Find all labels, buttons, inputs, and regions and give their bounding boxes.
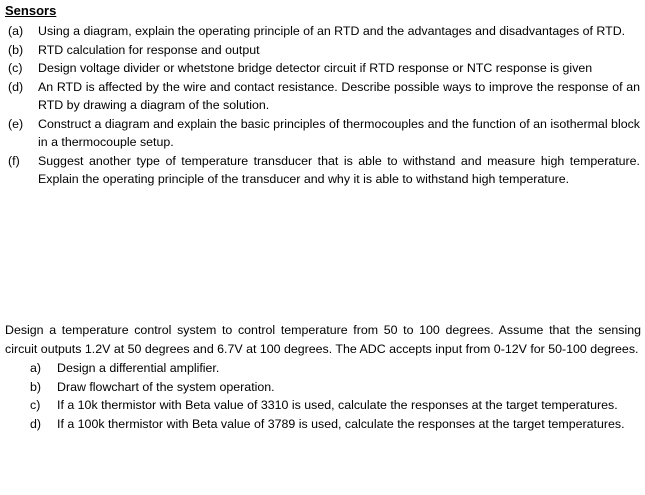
item-text: Design a differential amplifier. (57, 361, 220, 375)
sensors-question-list (8, 22, 640, 189)
item-label: b) (30, 379, 42, 394)
item-label: (e) (8, 116, 24, 131)
question-item-c (8, 59, 640, 78)
item-label: (f) (8, 153, 20, 168)
item-text: Construct a diagram and explain the basic principles of thermocouples and the function of an isothermal block in a thermocouple setup. (38, 116, 640, 149)
question-item-e (8, 115, 640, 152)
question-item-a (8, 22, 640, 41)
item-label: (b) (8, 42, 24, 57)
subquestion-item-a (30, 359, 641, 378)
question-item-d (8, 78, 640, 115)
subquestion-list (5, 359, 641, 434)
question-item-b (8, 41, 640, 60)
item-text: Suggest another type of temperature transducer that is able to withstand and measure high temperature. Explain the operating principle of the transducer and why it is able to withstand high temperature. (38, 153, 640, 186)
subquestion-item-c (30, 396, 641, 415)
item-text: If a 10k thermistor with Beta value of 3310 is used, calculate the responses at the target temperatures. (57, 398, 618, 413)
item-label: a) (30, 361, 42, 375)
item-label: (a) (8, 24, 24, 38)
section-title: Sensors (5, 3, 57, 18)
control-system-question (5, 321, 641, 434)
item-label: c) (30, 398, 41, 413)
item-label: (c) (8, 61, 23, 75)
item-text: An RTD is affected by the wire and contact resistance. Describe possible ways to improve the response of an RTD by drawing a diagram of the solution. (38, 79, 640, 112)
item-label: d) (30, 417, 42, 432)
question-intro: Design a temperature control system to control temperature from 50 to 100 degrees. Assume that the sensing circuit outputs 1.2V at 50 degrees and 6.7V at 100 degrees. The ADC accepts input from 0-12V for 50-100 degrees. (5, 323, 641, 356)
subquestion-item-b (30, 378, 641, 397)
question-item-f (8, 152, 640, 189)
item-text: Design voltage divider or whetstone bridge detector circuit if RTD response or NTC response is given (38, 61, 593, 75)
item-label: (d) (8, 79, 24, 94)
item-text: RTD calculation for response and output (38, 42, 260, 57)
subquestion-item-d (30, 415, 641, 434)
item-text: Draw flowchart of the system operation. (57, 379, 275, 394)
item-text: Using a diagram, explain the operating principle of an RTD and the advantages and disadvantages of RTD. (38, 24, 626, 38)
item-text: If a 100k thermistor with Beta value of 3789 is used, calculate the responses at the target temperatures. (57, 417, 625, 432)
